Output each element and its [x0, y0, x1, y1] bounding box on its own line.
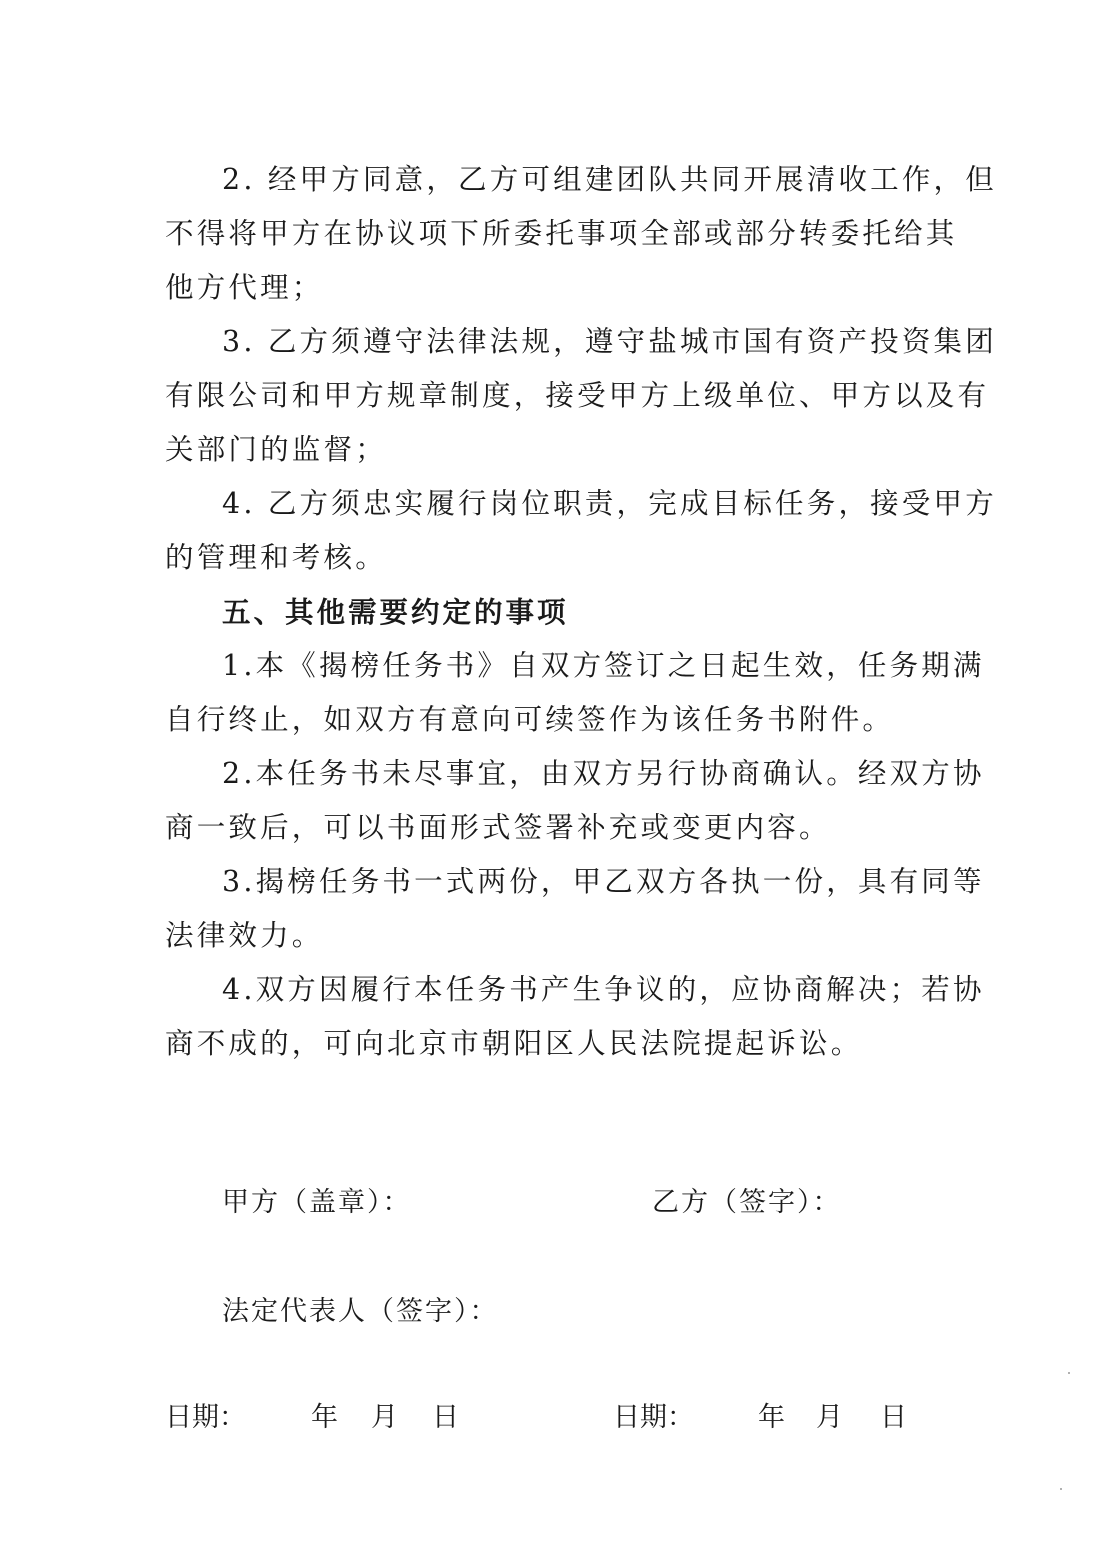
paragraph-line: 的管理和考核。: [165, 541, 387, 574]
paragraph-line: 不得将甲方在协议项下所委托事项全部或部分转委托给其: [165, 217, 958, 250]
date-year: 年: [758, 1402, 785, 1433]
party-b-signature-label: 乙方（签字）：: [652, 1187, 842, 1218]
paragraph-line: 有限公司和甲方规章制度，接受甲方上级单位、甲方以及有: [165, 379, 990, 412]
paragraph-line: 4. 乙方须忠实履行岗位职责，完成目标任务，接受甲方: [222, 487, 997, 520]
paragraph-line: 商一致后，可以书面形式签署补充或变更内容。: [165, 811, 831, 844]
paragraph-line: 自行终止，如双方有意向可续签作为该任务书附件。: [165, 703, 895, 736]
date-label: 日期：: [165, 1402, 246, 1433]
paragraph-line: 法律效力。: [165, 919, 324, 952]
paragraph-line: 3.揭榜任务书一式两份，甲乙双方各执一份，具有同等: [222, 865, 985, 898]
paragraph-line: 商不成的，可向北京市朝阳区人民法院提起诉讼。: [165, 1027, 863, 1060]
paragraph-line: 2. 经甲方同意，乙方可组建团队共同开展清收工作，但: [222, 163, 997, 196]
date-month: 月: [371, 1402, 398, 1433]
section5-heading: 五、其他需要约定的事项: [222, 595, 569, 629]
paragraph-line: 4.双方因履行本任务书产生争议的，应协商解决；若协: [222, 973, 985, 1006]
paragraph-line: 3. 乙方须遵守法律法规，遵守盐城市国有资产投资集团: [222, 325, 997, 358]
date-year: 年: [311, 1402, 338, 1433]
scan-speck: [1068, 1372, 1070, 1374]
date-day: 日: [432, 1402, 459, 1433]
paragraph-line: 他方代理；: [165, 271, 324, 304]
paragraph-line: 1.本《揭榜任务书》自双方签订之日起生效，任务期满: [222, 649, 985, 682]
paragraph-line: 关部门的监督；: [165, 433, 387, 466]
date-day: 日: [880, 1402, 907, 1433]
party-a-seal-label: 甲方（盖章）：: [222, 1187, 412, 1218]
legal-representative-signature-label: 法定代表人（签字）：: [222, 1296, 499, 1327]
date-label: 日期：: [613, 1402, 694, 1433]
scan-speck: [1060, 1488, 1062, 1490]
date-month: 月: [816, 1402, 843, 1433]
paragraph-line: 2.本任务书未尽事宜，由双方另行协商确认。经双方协: [222, 757, 985, 790]
